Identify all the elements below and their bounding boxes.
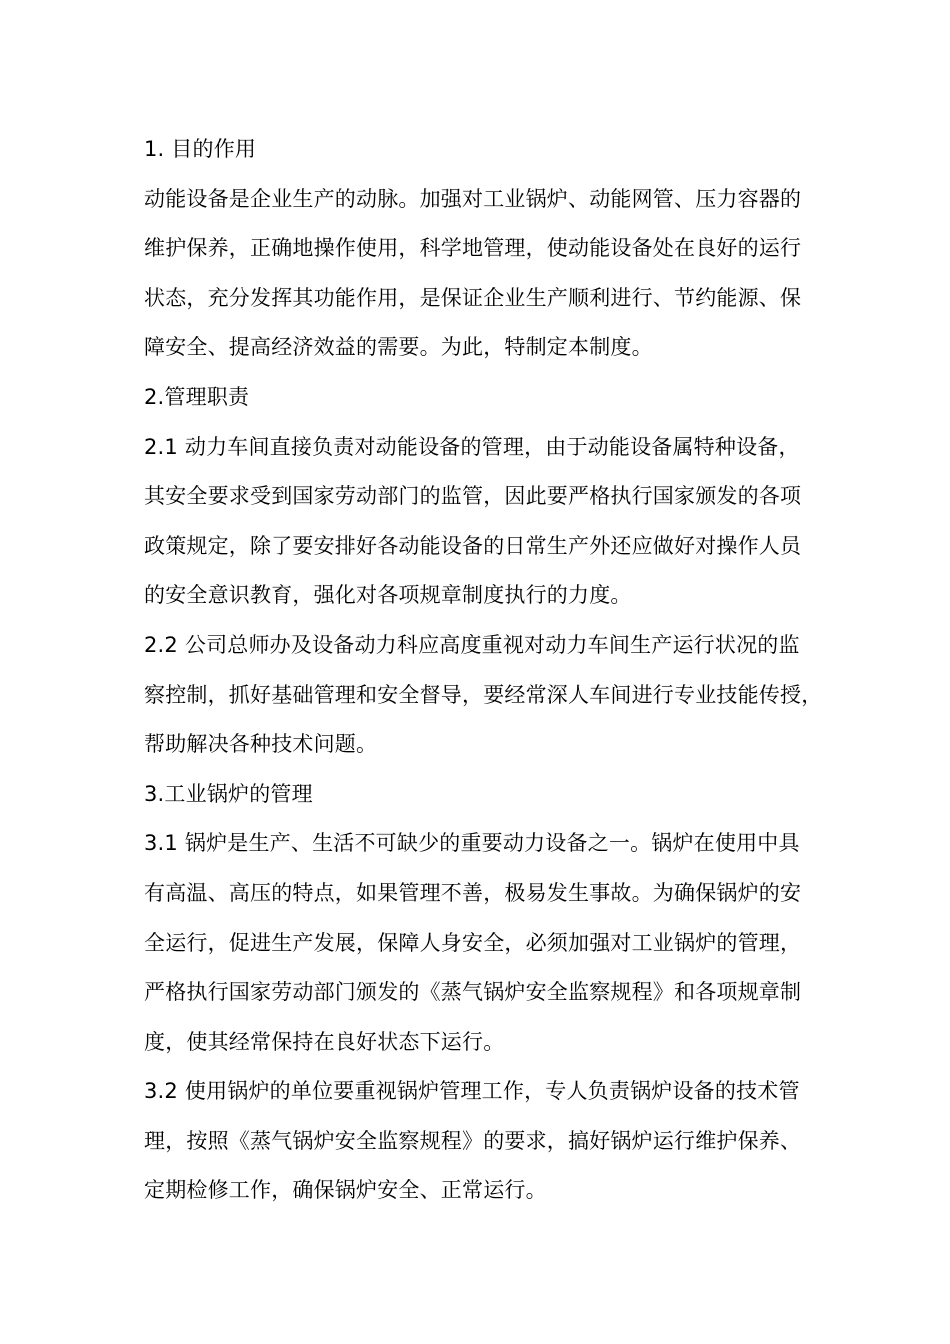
text-line: 2.2 公司总师办及设备动力科应高度重视对动力车间生产运行状况的监	[144, 632, 800, 657]
section-heading-1: 1. 目的作用	[144, 137, 257, 161]
document-body	[144, 125, 823, 1216]
section-heading-2: 2.管理职责	[144, 384, 250, 409]
text-line: 维护保养，正确地操作使用，科学地管理，使动能设备处在良好的运行	[144, 236, 802, 261]
text-line: 2.1 动力车间直接负责对动能设备的管理，由于动能设备属特种设备，	[144, 434, 800, 459]
text-line: 察控制，抓好基础管理和安全督导，要经常深人车间进行专业技能传授，	[144, 682, 823, 707]
text-line: 全运行，促进生产发展，保障人身安全，必须加强对工业锅炉的管理，	[144, 930, 802, 955]
text-line: 动能设备是企业生产的动脉。加强对工业锅炉、动能网管、压力容器的	[144, 186, 802, 211]
text-line: 状态，充分发挥其功能作用，是保证企业生产顺利进行、节约能源、保	[144, 285, 802, 310]
text-line: 3.2 使用锅炉的单位要重视锅炉管理工作，专人负责锅炉设备的技术管	[144, 1079, 800, 1104]
text-line: 定期检修工作，确保锅炉安全、正常运行。	[144, 1178, 547, 1203]
text-line: 帮助解决各种技术问题。	[144, 732, 378, 757]
text-line: 其安全要求受到国家劳动部门的监管，因此要严格执行国家颁发的各项	[144, 484, 802, 509]
text-line: 有高温、高压的特点，如果管理不善，极易发生事故。为确保锅炉的安	[144, 880, 802, 905]
text-line: 度，使其经常保持在良好状态下运行。	[144, 1029, 505, 1054]
section-heading-3: 3.工业锅炉的管理	[144, 781, 313, 806]
text-line: 政策规定，除了要安排好各动能设备的日常生产外还应做好对操作人员	[144, 533, 802, 558]
text-line: 的安全意识教育，强化对各项规章制度执行的力度。	[144, 583, 632, 608]
text-line: 障安全、提高经济效益的需要。为此，特制定本制度。	[144, 335, 653, 360]
text-line: 严格执行国家劳动部门颁发的《蒸气锅炉安全监察规程》和各项规章制	[144, 980, 802, 1005]
text-line: 理，按照《蒸气锅炉安全监察规程》的要求，搞好锅炉运行维护保养、	[144, 1128, 802, 1153]
text-line: 3.1 锅炉是生产、生活不可缺少的重要动力设备之一。锅炉在使用中具	[144, 831, 800, 856]
